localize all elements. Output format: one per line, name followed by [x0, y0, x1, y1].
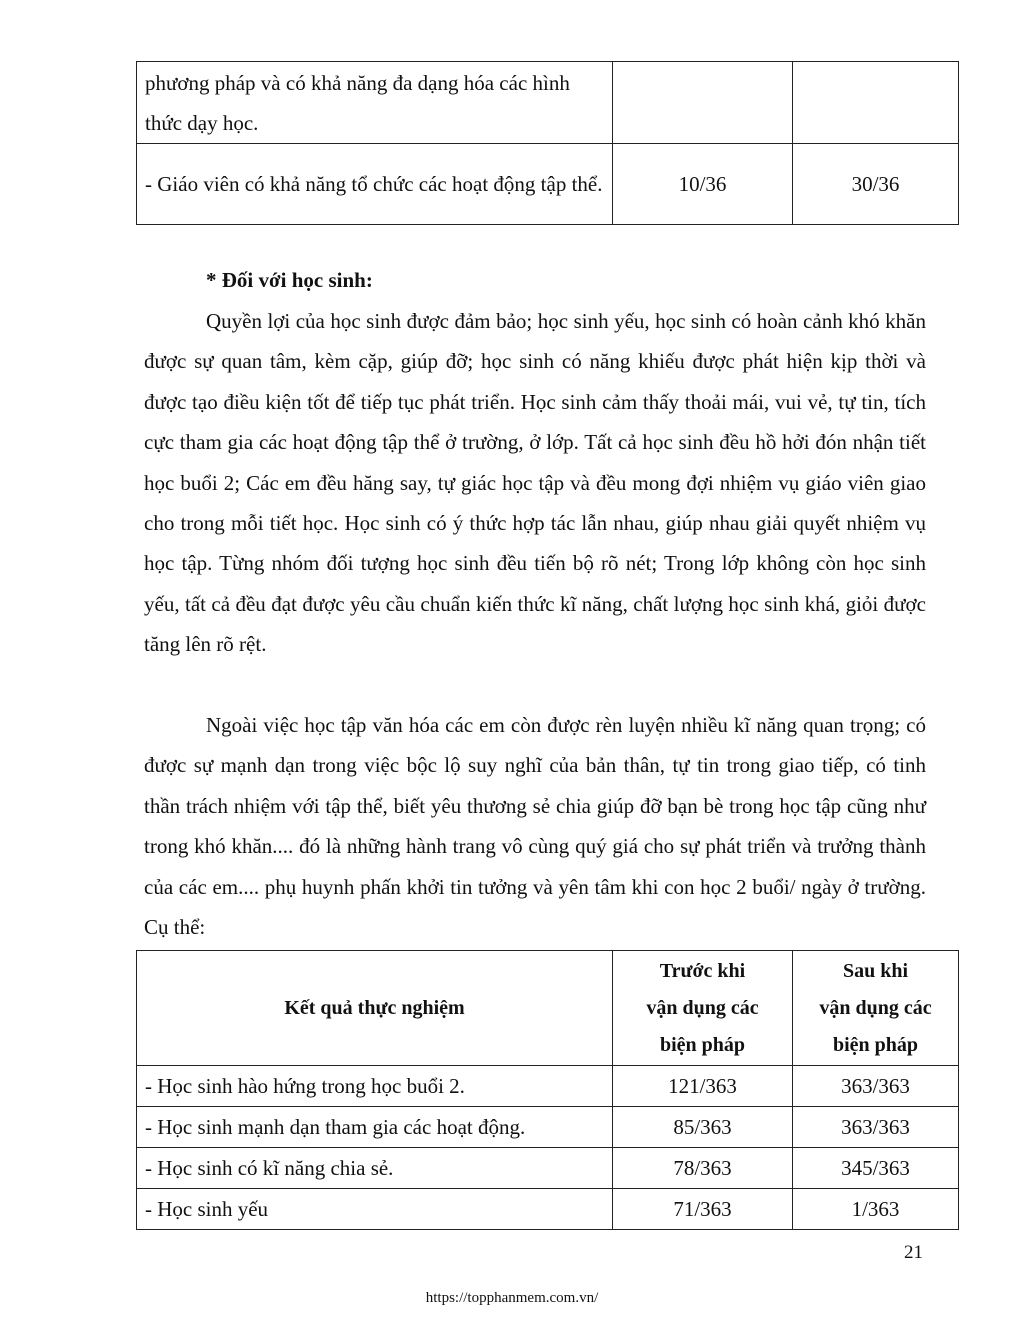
footer-url[interactable]: https://topphanmem.com.vn/: [425, 1290, 599, 1306]
table-cell-before: [613, 62, 793, 144]
table-cell-criterion: - Học sinh hào hứng trong học buổi 2.: [137, 1066, 613, 1107]
header-line: Sau khi: [842, 959, 909, 982]
table-row: [137, 1189, 959, 1230]
paragraph-text: Quyền lợi của học sinh được đảm bảo; học sinh yếu, học sinh có hoàn cảnh khó khăn được sự quan tâm, kèm cặp, giúp đỡ; học sinh có năng khiếu được phát hiện kịp thời và được tạo điều kiện tốt để tiếp tục phát triển. Học sinh cảm thấy thoải mái, vui vẻ, tự tin, tích cực tham gia các hoạt động tập thể ở trường, ở lớp. Tất cả học sinh đều hồ hởi đón nhận tiết học buổi 2; Các em đều hăng say, tự giác học tập và đều mong đợi nhiệm vụ giáo viên giao cho trong mỗi tiết học. Học sinh có ý thức hợp tác lẫn nhau, giúp nhau giải quyết nhiệm vụ học tập. Từng nhóm đối tượng học sinh đều tiến bộ rõ nét; Trong lớp không còn học sinh yếu, tất cả đều đạt được yêu cầu chuẩn kiến thức kĩ năng, chất lượng học sinh khá, giỏi được tăng lên rõ rệt.: [144, 309, 926, 657]
header-experiment-results: Kết quả thực nghiệm: [137, 951, 613, 1066]
table-row: [137, 1066, 959, 1107]
table-cell-after: 363/363: [793, 1066, 959, 1107]
table-cell-after: 1/363: [793, 1189, 959, 1230]
table-cell-after: 30/36: [793, 144, 959, 225]
table-cell-before: 85/363: [613, 1107, 793, 1148]
table-cell-criterion: - Học sinh có kĩ năng chia sẻ.: [137, 1148, 613, 1189]
section-heading: * Đối với học sinh:: [206, 268, 373, 292]
header-line: vận dụng các: [819, 996, 932, 1019]
paragraph-text: Ngoài việc học tập văn hóa các em còn được rèn luyện nhiều kĩ năng quan trọng; có được sự mạnh dạn trong việc bộc lộ suy nghĩ của bản thân, tự tin trong giao tiếp, có tinh thần trách nhiệm với tập thể, biết yêu thương sẻ chia giúp đỡ bạn bè trong học tập cũng như trong khó khăn.... đó là những hành trang vô cùng quý giá cho sự phát triển và trưởng thành của các em.... phụ huynh phấn khởi tin tưởng và yên tâm khi con học 2 buổi/ ngày ở trường. Cụ thể:: [144, 713, 926, 940]
header-after: [793, 951, 959, 1066]
table-row: [137, 1148, 959, 1189]
header-line: vận dụng các: [646, 996, 759, 1019]
table-row: [137, 144, 959, 225]
top-results-table: [136, 61, 959, 225]
table-cell-before: 121/363: [613, 1066, 793, 1107]
experiment-results-table: [136, 950, 959, 1230]
table-cell-before: 78/363: [613, 1148, 793, 1189]
table-cell-before: 71/363: [613, 1189, 793, 1230]
table-header-row: [137, 951, 959, 1066]
table-cell-after: 345/363: [793, 1148, 959, 1189]
header-line: biện pháp: [832, 1033, 919, 1056]
page-number: 21: [904, 1242, 923, 1263]
paragraph-skills: [144, 705, 926, 947]
table-row: [137, 62, 959, 144]
header-line: Trước khi: [659, 959, 746, 982]
table-cell-before: 10/36: [613, 144, 793, 225]
header-before: [613, 951, 793, 1066]
table-cell-criterion: - Giáo viên có khả năng tổ chức các hoạt động tập thể.: [137, 144, 613, 225]
table-cell-after: [793, 62, 959, 144]
paragraph-students-benefits: [144, 301, 926, 665]
table-row: [137, 1107, 959, 1148]
table-cell-criterion: - Học sinh mạnh dạn tham gia các hoạt động.: [137, 1107, 613, 1148]
table-cell-criterion: phương pháp và có khả năng đa dạng hóa các hình thức dạy học.: [137, 62, 613, 144]
header-line: biện pháp: [659, 1033, 746, 1056]
table-cell-criterion: - Học sinh yếu: [137, 1189, 613, 1230]
table-cell-after: 363/363: [793, 1107, 959, 1148]
